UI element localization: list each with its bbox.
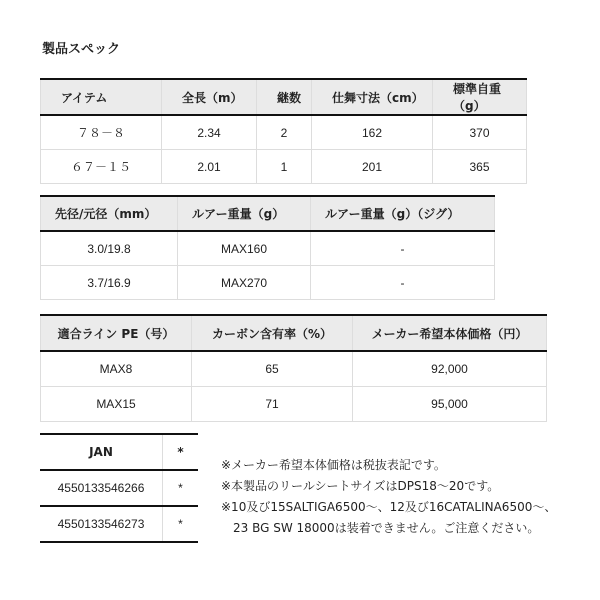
cell-weight: 365 xyxy=(433,150,527,184)
header-sections: 継数 xyxy=(257,79,312,115)
cell-jan: 4550133546266 xyxy=(40,470,163,506)
cell-jan: 4550133546273 xyxy=(40,506,163,542)
header-jan: JAN xyxy=(40,434,163,470)
header-mark: * xyxy=(163,434,199,470)
header-closed-length: 仕舞寸法（cm） xyxy=(312,79,433,115)
cell-carbon: 65 xyxy=(192,351,353,387)
table-row xyxy=(40,506,198,542)
header-lure-weight: ルアー重量（g） xyxy=(178,196,311,231)
header-length: 全長（m） xyxy=(162,79,257,115)
cell-pe-line: MAX15 xyxy=(41,387,192,422)
header-weight: 標準自重（g） xyxy=(433,79,527,115)
spec-table-main xyxy=(40,78,527,184)
cell-pe-line: MAX8 xyxy=(41,351,192,387)
cell-length: 2.01 xyxy=(162,150,257,184)
note-line: ※メーカー希望本体価格は税抜表記です。 xyxy=(221,458,446,472)
cell-weight: 370 xyxy=(433,115,527,150)
cell-closed-length: 162 xyxy=(312,115,433,150)
table-row xyxy=(41,387,547,422)
cell-item: ７８－８ xyxy=(41,115,162,150)
cell-mark: * xyxy=(163,506,199,542)
jan-table xyxy=(40,433,198,543)
note-line: ※本製品のリールシートサイズはDPS18～20です。 xyxy=(221,479,500,493)
cell-lure-weight-jig: - xyxy=(311,266,495,300)
table-header-row xyxy=(41,79,527,115)
cell-price: 92,000 xyxy=(353,351,547,387)
table-header-row xyxy=(41,196,495,231)
cell-mark: * xyxy=(163,470,199,506)
note-line: ※10及び15SALTIGA6500～、12及び16CATALINA6500～、 xyxy=(221,500,557,514)
table-row xyxy=(40,470,198,506)
cell-price: 95,000 xyxy=(353,387,547,422)
section-title: 製品スペック xyxy=(42,42,121,57)
table-row xyxy=(41,266,495,300)
cell-tip-butt: 3.0/19.8 xyxy=(41,231,178,266)
spec-table-lure xyxy=(40,195,495,300)
header-pe-line: 適合ライン PE（号） xyxy=(41,315,192,351)
header-carbon: カーボン含有率（%） xyxy=(192,315,353,351)
header-item: アイテム xyxy=(41,79,162,115)
header-tip-butt: 先径/元径（mm） xyxy=(41,196,178,231)
table-row xyxy=(41,150,527,184)
cell-lure-weight: MAX160 xyxy=(178,231,311,266)
cell-lure-weight-jig: - xyxy=(311,231,495,266)
note-line: 23 BG SW 18000は装着できません。ご注意ください。 xyxy=(233,521,540,535)
cell-lure-weight: MAX270 xyxy=(178,266,311,300)
cell-sections: 2 xyxy=(257,115,312,150)
cell-sections: 1 xyxy=(257,150,312,184)
cell-carbon: 71 xyxy=(192,387,353,422)
notes-block xyxy=(221,455,556,539)
table-row xyxy=(41,231,495,266)
table-row xyxy=(41,115,527,150)
header-price: メーカー希望本体価格（円） xyxy=(353,315,547,351)
cell-item: ６７－１５ xyxy=(41,150,162,184)
cell-tip-butt: 3.7/16.9 xyxy=(41,266,178,300)
header-lure-weight-jig: ルアー重量（g）（ジグ） xyxy=(311,196,495,231)
spec-table-line-price xyxy=(40,314,547,422)
cell-closed-length: 201 xyxy=(312,150,433,184)
table-header-row xyxy=(41,315,547,351)
table-row xyxy=(41,351,547,387)
table-header-row xyxy=(40,434,198,470)
cell-length: 2.34 xyxy=(162,115,257,150)
